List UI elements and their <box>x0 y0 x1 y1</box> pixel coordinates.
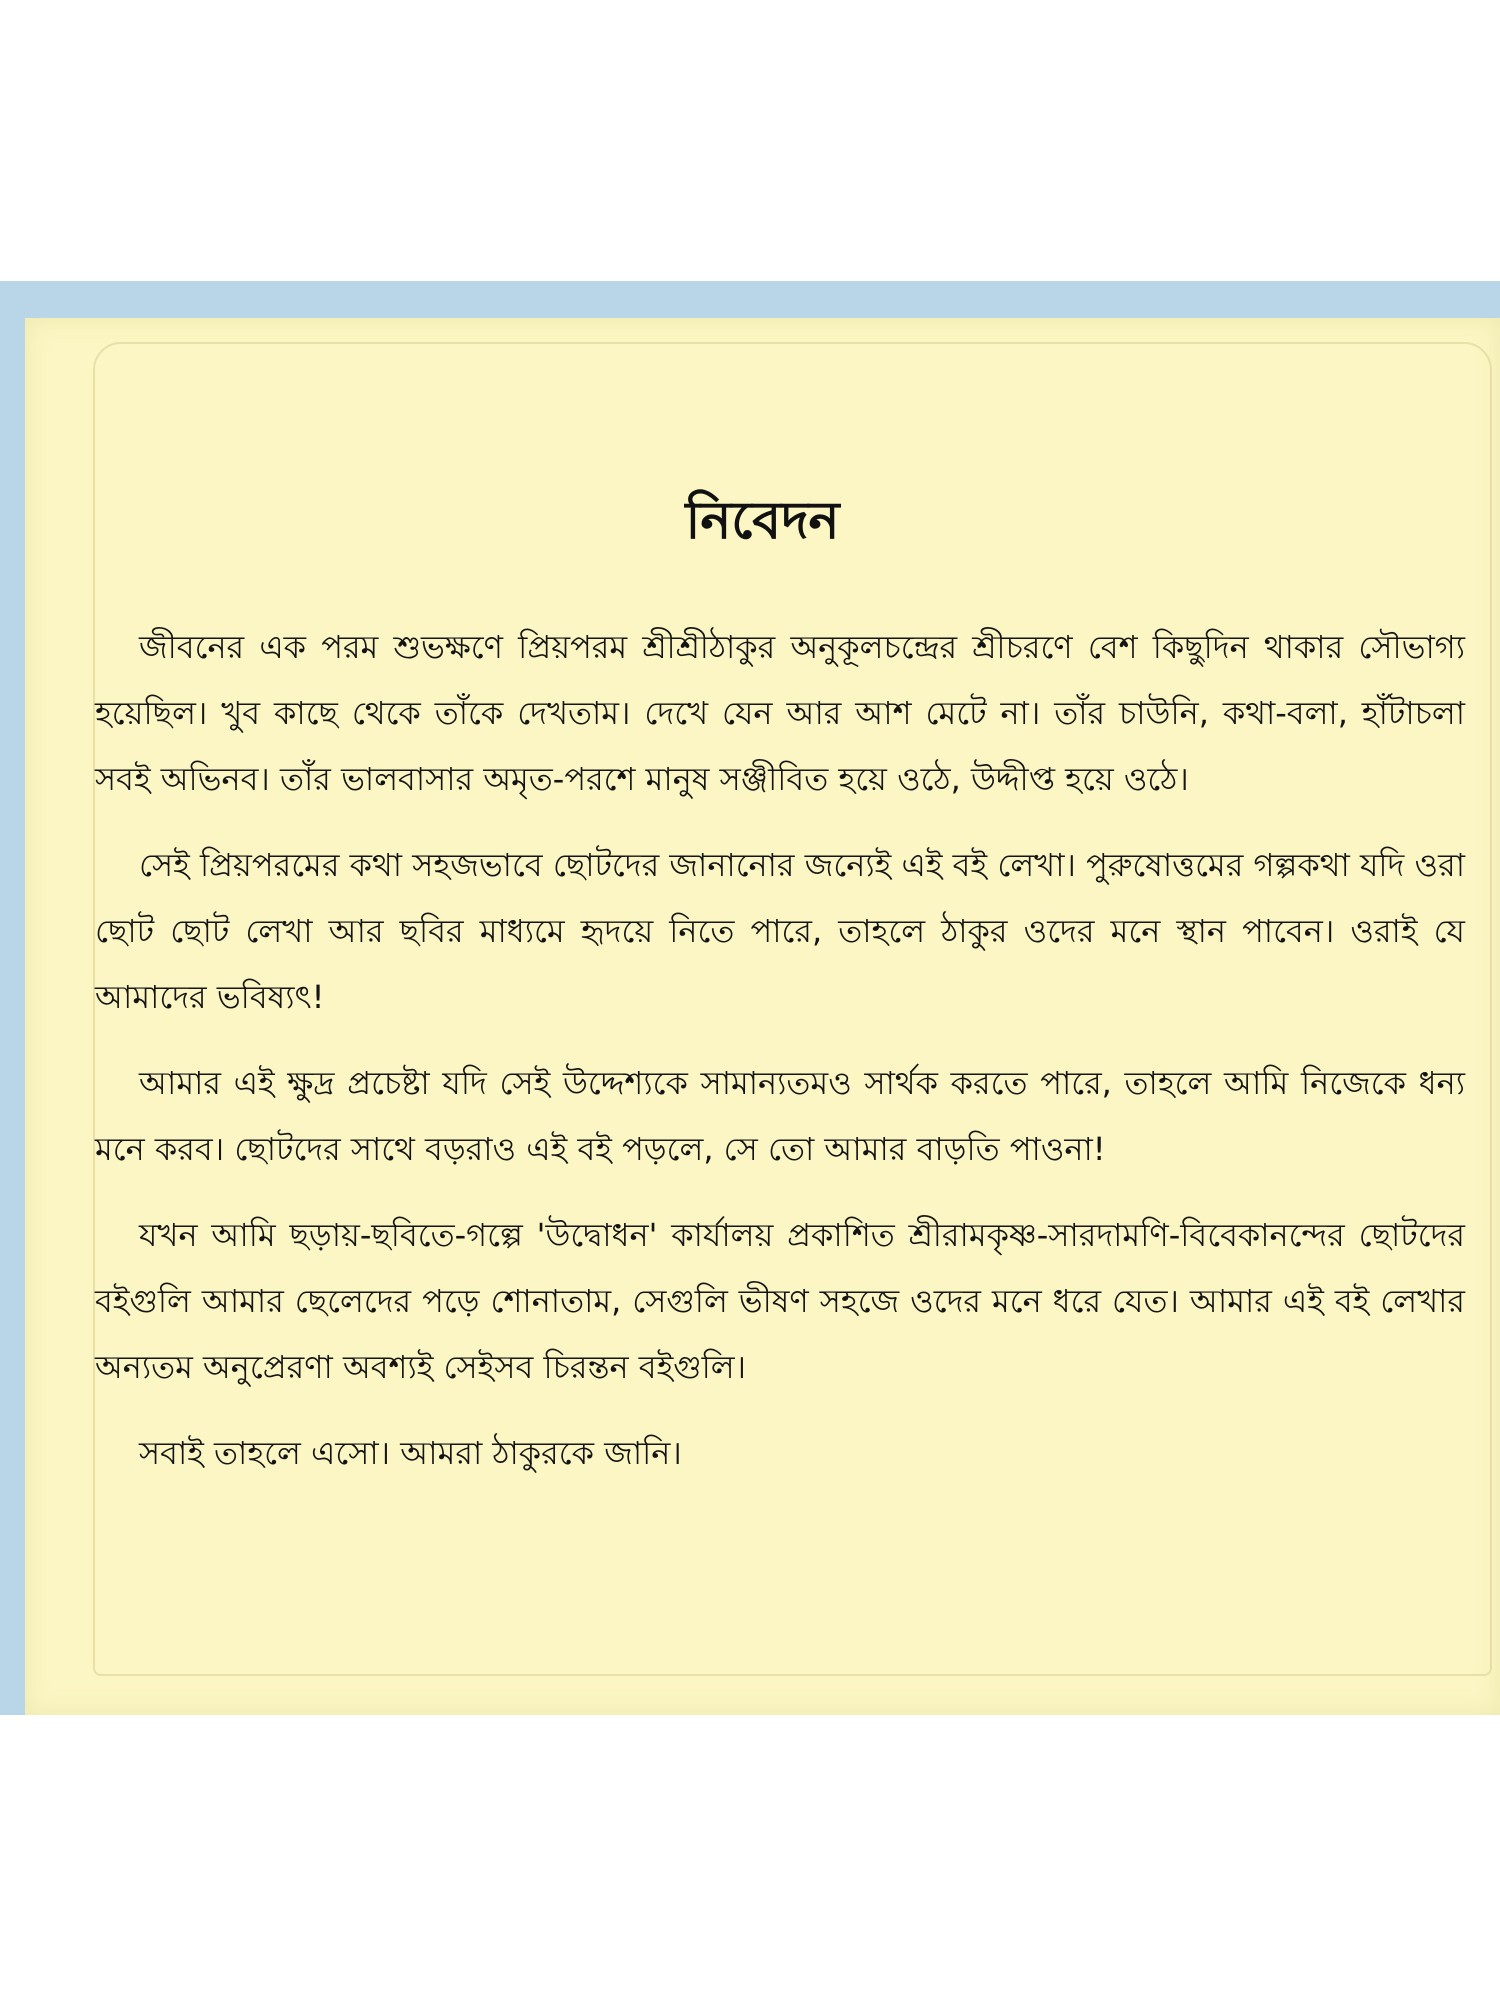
page-title: নিবেদন <box>685 491 840 551</box>
paragraph-4: যখন আমি ছড়ায়-ছবিতে-গল্পে 'উদ্বোধন' কার্যালয় প্রকাশিত শ্রীরামকৃষ্ণ-সারদামণি-বিবেকানন্দের ছোটদের বইগুলি আমার ছেলেদের পড়ে শোনাতাম, সেগুলি ভীষণ সহজে ওদের মনে ধরে যেত। আমার এই বই লেখার অন্যতম অনুপ্রেরণা অবশ্যই সেইসব চিরন্তন বইগুলি। <box>95 1216 1465 1386</box>
paragraph-2: সেই প্রিয়পরমের কথা সহজভাবে ছোটদের জানানোর জন্যেই এই বই লেখা। পুরুষোত্তমের গল্পকথা যদি ওরা ছোট ছোট লেখা আর ছবির মাধ্যমে হৃদয়ে নিতে পারে, তাহলে ঠাকুর ওদের মনে স্থান পাবেন। ওরাই যে আমাদের ভবিষ্যৎ! <box>95 846 1465 1016</box>
paragraph-3: আমার এই ক্ষুদ্র প্রচেষ্টা যদি সেই উদ্দেশ্যকে সামান্যতমও সার্থক করতে পারে, তাহলে আমি নিজেকে ধন্য মনে করব। ছোটদের সাথে বড়রাও এই বই পড়লে, সে তো আমার বাড়তি পাওনা! <box>95 1064 1465 1168</box>
paragraph-5: সবাই তাহলে এসো। আমরা ঠাকুরকে জানি। <box>139 1434 682 1472</box>
book-page <box>25 318 1500 1715</box>
paragraph-1: জীবনের এক পরম শুভক্ষণে প্রিয়পরম শ্রীশ্রীঠাকুর অনুকূলচন্দ্রের শ্রীচরণে বেশ কিছুদিন থাকার সৌভাগ্য হয়েছিল। খুব কাছে থেকে তাঁকে দেখতাম। দেখে যেন আর আশ মেটে না। তাঁর চাউনি, কথা-বলা, হাঁটাচলা সবই অভিনব। তাঁর ভালবাসার অমৃত-পরশে মানুষ সঞ্জীবিত হয়ে ওঠে, উদ্দীপ্ত হয়ে ওঠে। <box>95 628 1465 798</box>
page-body <box>95 614 1465 1506</box>
